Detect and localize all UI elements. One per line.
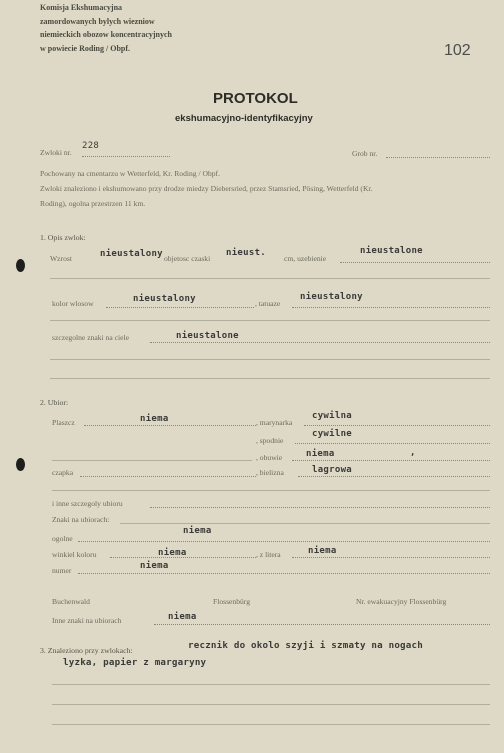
grob-line: [386, 157, 490, 158]
opis-rule-1: [50, 278, 490, 279]
inne-znaki-value: niema: [168, 612, 197, 622]
kolor-value: niema: [158, 548, 187, 558]
inne-znaki-line: [154, 624, 490, 625]
zwloki-line: [82, 156, 170, 157]
znaleziono-heading: 3. Znaleziono przy zwlokach:: [40, 646, 133, 655]
bielizna-label: , bielizna: [256, 468, 284, 477]
cm-uzebienie-label: cm, uzebienie: [284, 254, 327, 263]
ogolne-line: [78, 541, 490, 542]
obuwie-line: [292, 460, 490, 461]
znaki-ubiorach-heading: Znaki na ubiorach:: [52, 515, 110, 524]
znaleziono-rule-2: [52, 704, 490, 705]
kolor-line: [110, 557, 256, 558]
grob-label: Grob nr.: [352, 149, 378, 158]
nr-ewak-label: Nr. ewakuacyjny Flossenbürg: [356, 597, 447, 606]
punch-hole-bottom: [16, 458, 25, 471]
zwloki-value: 228: [82, 141, 100, 151]
bielizna-value: lagrowa: [312, 465, 353, 475]
spodnie-line: [295, 443, 490, 444]
inne-znaki-label: Inne znaki na ubiorach: [52, 616, 122, 625]
numer-value: niema: [140, 561, 169, 571]
committee-line-3: niemieckich obozow koncentracyjnych: [40, 30, 172, 39]
znaki-value: nieustalone: [176, 331, 239, 341]
committee-line-4: w powiecie Roding / Obpf.: [40, 44, 131, 53]
committee-line-2: zamordowanych bylych wiezniow: [40, 17, 155, 26]
punch-hole-top: [16, 259, 25, 272]
uzebienie-line: [340, 262, 490, 263]
znaki-line: [150, 342, 490, 343]
litera-value: niema: [308, 546, 337, 556]
czaski-label: objetosc czaski: [164, 254, 211, 263]
page-number: 102: [444, 42, 471, 59]
burial-line: Pochowany na cmentarzu w Wetterfeld, Kr. Roding / Obpf.: [40, 169, 220, 178]
wlosy-line: [106, 307, 254, 308]
litera-line: [292, 557, 490, 558]
plaszcz-label: Plaszcz: [52, 418, 75, 427]
ogolne-value: niema: [183, 526, 212, 536]
uzebienie-value: nieustalone: [360, 246, 423, 256]
ubior-rule-1: [52, 460, 252, 461]
flossenburg-label: Flossenbürg: [213, 597, 250, 606]
tatuaze-line: [292, 307, 490, 308]
czapka-line: [80, 476, 256, 477]
bielizna-line: [298, 476, 490, 477]
opis-rule-2: [50, 320, 490, 321]
kolor-label: winkiel koloru: [52, 550, 97, 559]
znaleziono-line-2: lyzka, papier z margaryny: [63, 657, 207, 668]
committee-line-1: Komisja Ekshumacyjna: [40, 3, 123, 12]
plaszcz-line: [84, 425, 256, 426]
ubior-rule-2: [52, 490, 490, 491]
tatuaze-label: , tatuaze: [255, 299, 281, 308]
plaszcz-value: niema: [140, 414, 169, 424]
numer-label: numer: [52, 566, 72, 575]
document-subtitle: ekshumacyjno-identyfikacyjny: [175, 113, 313, 124]
wzrost-value: nieustalony: [100, 249, 163, 259]
znaki-label: szczegolne znaki na ciele: [52, 333, 129, 342]
buchenwald-label: Buchenwald: [52, 597, 90, 606]
inne-line: [150, 507, 490, 508]
obuwie-label: , obuwie: [256, 453, 283, 462]
znaleziono-rule-3: [52, 724, 490, 725]
czaski-value: nieust.: [226, 248, 267, 258]
marynarka-label: , marynarka: [256, 418, 293, 427]
wzrost-label: Wzrost: [50, 254, 72, 263]
spodnie-value: cywilne: [312, 429, 353, 439]
znaleziono-rule-1: [52, 684, 490, 685]
ubior-heading: 2. Ubior:: [40, 398, 69, 407]
found-line-2: Roding), ogolna przestrzen 11 km.: [40, 199, 146, 208]
zwloki-label: Zwloki nr.: [40, 148, 72, 157]
ubior-rule-3: [120, 523, 490, 524]
inne-label: i inne szczegoly ubioru: [52, 499, 123, 508]
opis-rule-3: [50, 359, 490, 360]
ogolne-label: ogolne: [52, 534, 73, 543]
spodnie-label: , spodnie: [256, 436, 284, 445]
wlosy-label: kolor wlosow: [52, 299, 94, 308]
marynarka-line: [304, 425, 490, 426]
opis-rule-4: [50, 378, 490, 379]
opis-heading: 1. Opis zwlok:: [40, 233, 86, 242]
tatuaze-value: nieustalony: [300, 292, 363, 302]
obuwie-value: niema: [306, 449, 335, 459]
marynarka-value: cywilna: [312, 411, 353, 421]
document-title: PROTOKOL: [213, 90, 298, 107]
wlosy-value: nieustalony: [133, 294, 196, 304]
found-line-1: Zwloki znaleziono i ekshumowano przy drodze miedzy Diebersried, przez Stamsried, Pösing, Wetterfeld (Kr.: [40, 184, 373, 193]
znaleziono-line-1: recznik do okolo szyji i szmaty na nogach: [188, 640, 423, 651]
numer-line: [78, 573, 490, 574]
czapka-label: czapka: [52, 468, 74, 477]
obuwie-mark: ,: [410, 448, 416, 458]
litera-label: , z litera: [256, 550, 281, 559]
